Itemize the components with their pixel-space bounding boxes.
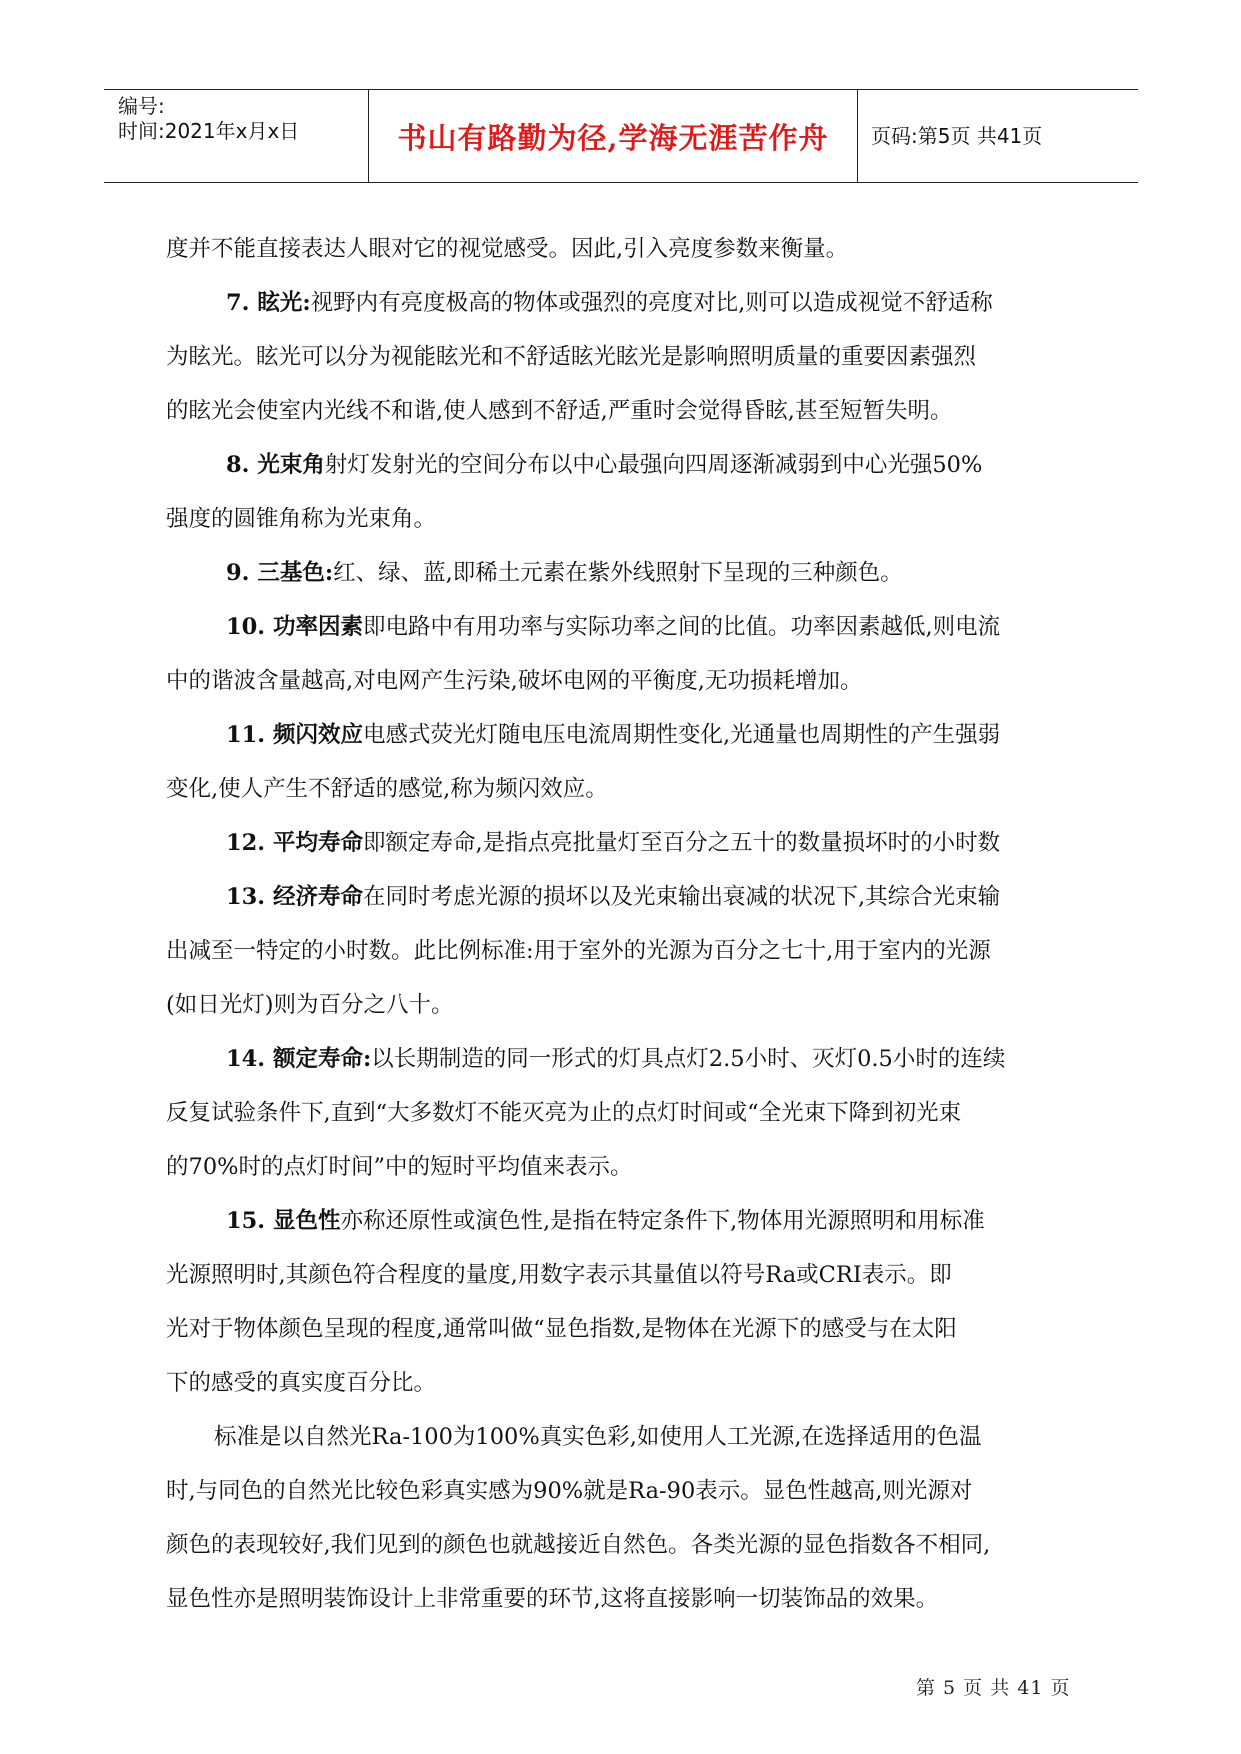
term-definition-line [166,1194,1116,1248]
term-label: 11. 频闪效应 [226,722,363,748]
line-text: 为眩光。眩光可以分为视能眩光和不舒适眩光眩光是影响照明质量的重要因素强烈 [166,344,977,370]
line-text: 强度的圆锥角称为光束角。 [166,506,437,532]
page-header [104,89,1138,183]
body-text-line [166,384,1116,438]
line-text: 出减至一特定的小时数。此比例标准:用于室外的光源为百分之七十,用于室内的光源 [166,938,991,964]
term-definition-line [166,870,1116,924]
line-text: 即额定寿命,是指点亮批量灯至百分之五十的数量损坏时的小时数 [362,830,1001,856]
term-label: 9. 三基色: [226,560,334,586]
header-motto-cell [368,90,858,182]
term-label: 7. 眩光: [226,290,311,316]
line-text: 显色性亦是照明装饰设计上非常重要的环节,这将直接影响一切装饰品的效果。 [166,1586,939,1612]
body-text-line [166,1464,1116,1518]
body-text-line [166,1410,1116,1464]
header-page-cell [857,90,1138,182]
line-text: 中的谐波含量越高,对电网产生污染,破坏电网的平衡度,无功损耗增加。 [166,668,863,694]
term-definition-line [166,1032,1116,1086]
line-text: 视野内有亮度极高的物体或强烈的亮度对比,则可以造成视觉不舒适称 [310,290,993,316]
line-text: 光源照明时,其颜色符合程度的量度,用数字表示其量值以符号Ra或CRI表示。即 [166,1262,952,1288]
line-text: 颜色的表现较好,我们见到的颜色也就越接近自然色。各类光源的显色指数各不相同, [166,1532,991,1558]
line-text: 射灯发射光的空间分布以中心最强向四周逐渐减弱到中心光强50% [324,452,983,478]
term-definition-line [166,546,1116,600]
body-text-line [166,492,1116,546]
line-text: 的眩光会使室内光线不和谐,使人感到不舒适,严重时会觉得昏眩,甚至短暂失明。 [166,398,953,424]
line-text: 变化,使人产生不舒适的感觉,称为频闪效应。 [166,776,608,802]
body-text-line [166,1356,1116,1410]
term-definition-line [166,708,1116,762]
term-label: 8. 光束角 [226,452,325,478]
line-text: 反复试验条件下,直到“大多数灯不能灭亮为止的点灯时间或“全光束下降到初光束 [166,1100,962,1126]
term-label: 15. 显色性 [226,1208,341,1234]
body-text-line [166,1086,1116,1140]
line-text: 光对于物体颜色呈现的程度,通常叫做“显色指数,是物体在光源下的感受与在太阳 [166,1316,957,1342]
body-text-line [166,1572,1116,1626]
body-text-line [166,1140,1116,1194]
line-text: 即电路中有用功率与实际功率之间的比值。功率因素越低,则电流 [362,614,1001,640]
date-label: 时间:2021年x月x日 [118,119,300,143]
term-label: 14. 额定寿命: [226,1046,372,1072]
line-text: 的70%时的点灯时间”中的短时平均值来表示。 [166,1154,633,1180]
body-text-line [166,978,1116,1032]
body-text-line [166,1248,1116,1302]
line-text: 红、绿、蓝,即稀土元素在紫外线照射下呈现的三种颜色。 [333,560,903,586]
serial-number-label: 编号: [118,94,165,118]
header-page-number: 页码:第5页 共41页 [871,123,1043,148]
line-text: 在同时考虑光源的损坏以及光束输出衰减的状况下,其综合光束输 [362,884,1001,910]
header-motto: 书山有路勤为径,学海无涯苦作舟 [397,120,829,155]
header-meta-cell [104,90,368,182]
body-text-line [166,330,1116,384]
body-text-line [166,1518,1116,1572]
term-definition-line [166,600,1116,654]
body-text-line [166,762,1116,816]
line-text: 以长期制造的同一形式的灯具点灯2.5小时、灭灯0.5小时的连续 [371,1046,1006,1072]
line-text: 亦称还原性或演色性,是指在特定条件下,物体用光源照明和用标准 [340,1208,985,1234]
body-text-line [166,222,1116,276]
line-text: (如日光灯)则为百分之八十。 [166,992,454,1018]
body-text-line [166,654,1116,708]
term-label: 13. 经济寿命 [226,884,363,910]
line-text: 时,与同色的自然光比较色彩真实感为90%就是Ra-90表示。显色性越高,则光源对 [166,1478,973,1504]
line-text: 标准是以自然光Ra-100为100%真实色彩,如使用人工光源,在选择适用的色温 [214,1424,982,1450]
term-label: 12. 平均寿命 [226,830,363,856]
term-definition-line [166,438,1116,492]
line-text: 度并不能直接表达人眼对它的视觉感受。因此,引入亮度参数来衡量。 [166,236,849,262]
line-text: 电感式荧光灯随电压电流周期性变化,光通量也周期性的产生强弱 [362,722,1001,748]
line-text: 下的感受的真实度百分比。 [166,1370,437,1396]
page-footer: 第 5 页 共 41 页 [916,1677,1071,1699]
document-body [166,222,1116,1626]
body-text-line [166,1302,1116,1356]
body-text-line [166,924,1116,978]
term-definition-line [166,816,1116,870]
term-label: 10. 功率因素 [226,614,363,640]
term-definition-line [166,276,1116,330]
